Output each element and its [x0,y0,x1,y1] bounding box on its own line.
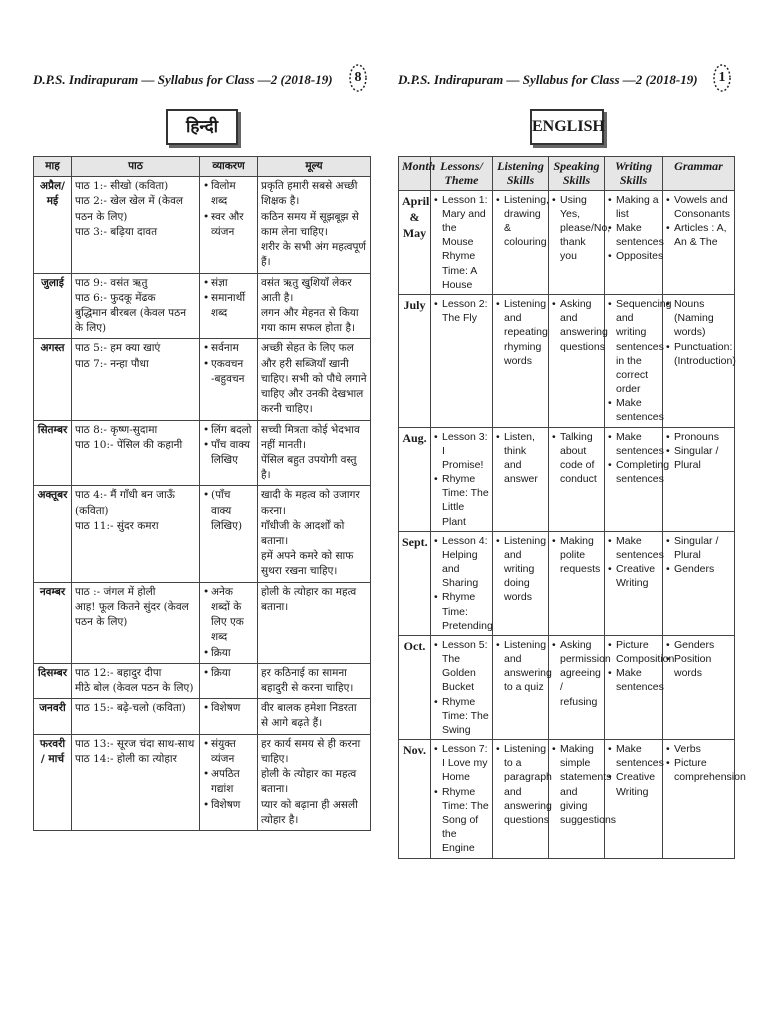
col-header-lesson: पाठ [72,157,200,177]
english-grammar-cell-list [666,430,731,473]
english-speaking-cell-list [552,193,611,264]
english-writing-cell-item: • Make sentences [608,221,659,249]
english-grammar-cell-item: • Genders [666,638,731,652]
english-grammar-cell-item: • Pronouns [666,430,731,444]
hindi-grammar-cell-list [203,737,254,813]
english-writing-cell-item: • Make sentences [608,396,659,424]
hindi-grammar-cell [200,663,258,698]
english-grammar-cell [663,740,746,858]
hindi-grammar-cell-item: • समानार्थी शब्द [203,291,254,321]
col-header-grammar: Grammar [663,157,735,191]
hindi-values-cell [258,339,371,420]
hindi-values-cell [258,177,371,273]
english-month-cell: Aug. [399,427,431,531]
hindi-lesson-cell [72,177,200,273]
hindi-lesson-cell-item: पाठ 2:- खेल खेल में (केवल पठन के लिए) [75,195,184,223]
hindi-grammar-cell-list [203,276,254,322]
hindi-header-row [34,157,371,177]
col-header-speaking: Speaking Skills [549,157,605,191]
english-lessons-cell [431,427,493,531]
hindi-grammar-cell-list [203,179,254,240]
english-month-cell: July [399,294,431,427]
hindi-grammar-cell-list [203,585,254,661]
hindi-lesson-cell-list [75,179,196,240]
hindi-lesson-cell-list [75,423,196,453]
left-page-header: D.P.S. Indirapuram — Syllabus for Class —2 (2018-19) [33,72,333,87]
english-writing-cell-item: • Make sentences [608,666,659,694]
english-speaking-cell-item: • Talking about code of conduct [552,430,601,487]
english-lessons-cell-list [434,742,489,855]
col-header-month: माह [34,157,72,177]
hindi-grammar-cell-item: • अपठित गद्यांश [203,767,254,797]
english-lessons-cell-list [434,430,489,529]
english-grammar-cell-item: • Singular / Plural [666,444,731,472]
hindi-month-cell: जुलाई [34,273,72,339]
hindi-values-cell-item: हमें अपने कमरे को साफ सुथरा रखना चाहिए। [261,550,354,578]
english-grammar-cell-item: • Genders [666,562,731,576]
hindi-lesson-cell-item: पाठ 15:- बढ़े-चलो (कविता) [75,702,186,715]
english-speaking-cell-list [552,534,601,577]
english-lessons-cell-item: • Lesson 1: Mary and the Mouse Rhyme Time: A House [434,193,489,292]
hindi-lesson-cell-item: पाठ 11:- सुंदर कमरा [75,519,159,532]
hindi-lesson-cell [72,582,200,663]
english-listening-cell-item: • Listening and repeating rhyming words [496,297,545,368]
hindi-grammar-cell-item: • विशेषण [203,701,254,716]
hindi-grammar-cell-item: • लिंग बदलो [203,423,254,438]
hindi-grammar-cell [200,177,258,273]
hindi-values-cell-item: प्यार को बढ़ाना ही असली त्योहार है। [261,798,358,826]
english-row [399,427,735,531]
hindi-lesson-cell-item: बुद्धिमान बीरबल (केवल पठन के लिए) [75,306,187,335]
hindi-values-cell-list [261,179,367,270]
hindi-values-cell [258,734,371,830]
hindi-grammar-cell-list [203,701,254,716]
english-listening-cell [493,531,549,635]
english-grammar-cell [663,190,735,294]
english-writing-cell-item: • Completing sentences [608,458,659,486]
english-grammar-cell-item: • Vowels and Consonants [666,193,731,221]
english-grammar-cell [663,635,735,739]
hindi-lesson-cell [72,734,200,830]
hindi-lesson-cell-list [75,737,196,767]
english-grammar-cell [663,427,735,531]
hindi-syllabus-table [33,156,371,831]
english-grammar-cell-item: • Verbs [666,742,731,756]
english-speaking-cell-list [552,638,611,709]
hindi-title: हिन्दी [166,109,238,145]
english-writing-cell-item: • Make sentences [608,742,659,770]
english-grammar-cell-item: • Nouns (Naming words) [666,297,731,340]
hindi-grammar-cell [200,582,258,663]
hindi-grammar-cell-item: • विशेषण [203,798,254,813]
hindi-lesson-cell [72,699,200,734]
hindi-row [34,486,371,582]
english-grammar-cell [663,294,735,427]
hindi-lesson-cell-item: आह! फूल कितने सुंदर (केवल पठन के लिए) [75,600,189,629]
english-speaking-cell [549,190,611,294]
english-lessons-cell-list [434,297,489,325]
english-writing-cell-item: • Make sentences [608,430,659,458]
english-speaking-cell [549,531,605,635]
hindi-values-cell-item: अच्छी सेहत के लिए फल और हरी सब्जियाँ खानी चाहिए। सभी को पौधे लगाने चाहिए और उनकी देखभाल करनी चाहिए। [261,342,367,416]
hindi-grammar-cell-list [203,341,254,387]
english-listening-cell-list [496,297,548,368]
english-syllabus-table [398,156,746,859]
hindi-month-cell: अक्तूबर [34,486,72,582]
hindi-row [34,420,371,486]
hindi-grammar-cell-list [203,423,254,469]
left-page-number-text: 8 [354,70,362,85]
english-writing-cell-list [608,193,664,264]
english-writing-cell [605,531,663,635]
hindi-values-cell-item: सच्ची मित्रता कोई भेदभाव नहीं मानती। [261,423,360,451]
hindi-values-cell-item: खादी के महत्व को उजागर करना। [261,489,360,517]
hindi-lesson-cell [72,420,200,486]
col-header-writing: Writing Skills [605,157,663,191]
hindi-lesson-cell-item: पाठ 4:- मैं गाँधी बन जाऊँ (कविता) [75,489,175,517]
english-listening-cell-list [496,430,545,487]
hindi-lesson-cell-list [75,488,196,534]
hindi-lesson-cell-list [75,666,196,696]
hindi-lesson-cell-item: पाठ :- जंगल में होली [75,585,156,598]
hindi-values-cell-item: कठिन समय में सूझबूझ से काम लेना चाहिए। [261,210,359,238]
english-month-cell: Oct. [399,635,431,739]
hindi-values-cell-item: हर कठिनाई का सामना बहादुरी से करना चाहिए। [261,666,354,694]
english-listening-cell-item: • Listening to a paragraph and answering questions [496,742,545,827]
english-grammar-cell-list [666,193,731,250]
hindi-row [34,273,371,339]
hindi-values-cell-item: वीर बालक हमेशा निडरता से आगे बढ़ते हैं। [261,702,357,730]
english-row [399,531,735,635]
english-lessons-cell-item: • Lesson 3: I Promise! [434,430,489,473]
col-header-listening: Listening Skills [493,157,549,191]
english-writing-cell [605,427,670,531]
hindi-grammar-cell-item: • क्रिया [203,666,254,681]
hindi-lesson-cell-item: मीठे बोल (केवल पठन के लिए) [75,682,194,694]
english-speaking-cell [549,635,611,739]
english-listening-cell-item: • Listening and writing doing words [496,534,545,605]
hindi-values-cell-item: होली के त्योहार का महत्व बताना। [261,768,357,796]
hindi-values-cell-list [261,737,367,828]
english-writing-cell [605,740,663,858]
hindi-row [34,734,371,830]
english-writing-cell-list [608,638,675,695]
english-row [399,740,735,858]
english-row [399,294,735,427]
hindi-lesson-cell-list [75,701,196,716]
english-row [399,190,735,294]
english-grammar-cell-item: • Singular / Plural [666,534,731,562]
english-listening-cell-list [496,193,549,250]
hindi-grammar-cell [200,486,258,582]
english-listening-cell [493,635,552,739]
hindi-lesson-cell [72,486,200,582]
english-writing-cell-list [608,534,664,591]
hindi-grammar-cell-item: • विलोम शब्द [203,179,254,209]
english-speaking-cell-list [552,742,617,827]
english-lessons-cell [431,531,493,635]
hindi-values-cell-item: पेंसिल बहुत उपयोगी वस्तु है। [261,453,357,482]
english-speaking-cell-item: • Making polite requests [552,534,601,577]
english-lessons-cell-list [434,534,493,633]
english-grammar-cell-list [666,742,746,785]
hindi-values-cell [258,663,371,698]
hindi-values-cell-item: प्रकृति हमारी सबसे अच्छी शिक्षक है। [261,180,358,208]
english-month-cell: Sept. [399,531,431,635]
english-listening-cell-list [496,638,552,695]
english-listening-cell [493,190,549,294]
english-lessons-cell [431,740,493,858]
hindi-month-cell: अप्रैल/ मई [34,177,72,273]
hindi-month-cell: दिसम्बर [34,663,72,698]
english-listening-cell-item: • Listening and answering to a quiz [496,638,545,695]
hindi-grammar-cell-list [203,666,254,681]
english-lessons-cell-item: • Rhyme Time: The Swing [434,695,489,738]
english-month-cell: April & May [399,190,431,294]
hindi-lesson-cell-item: पाठ 8:- कृष्ण-सुदामा [75,423,158,436]
english-speaking-cell-list [552,430,601,487]
hindi-values-cell-list [261,666,367,696]
hindi-values-cell [258,420,371,486]
english-writing-cell-item: • Sequencing and writing sentences in the correct order [608,297,659,396]
english-writing-cell [605,190,663,294]
english-listening-cell [493,294,549,427]
hindi-values-cell-item: हर कार्य समय से ही करना चाहिए। [261,737,361,765]
hindi-lesson-cell [72,339,200,420]
hindi-lesson-cell-item: पाठ 13:- सूरज चंदा साथ-साथ [75,737,195,750]
english-lessons-cell-list [434,638,489,737]
english-listening-cell-list [496,534,545,605]
hindi-values-cell-list [261,585,367,615]
english-writing-cell-item: • Picture Composition [608,638,659,666]
english-speaking-cell-item: • Making simple statements and giving suggestions [552,742,601,827]
hindi-lesson-cell-item: पाठ 1:- सीखो (कविता) [75,180,169,193]
english-lessons-cell-item: • Rhyme Time: The Little Plant [434,472,489,529]
hindi-grammar-cell [200,699,258,734]
english-grammar-cell-item: • Punctuation: (Introduction) [666,340,731,368]
english-title: ENGLISH [530,109,604,145]
english-grammar-cell-item: • Articles : A, An & The [666,221,731,249]
hindi-values-cell-list [261,488,367,579]
col-header-values: मूल्य [258,157,371,177]
english-header-row [399,157,735,191]
english-writing-cell-item: • Making a list [608,193,659,221]
english-writing-cell-item: • Opposites [608,249,659,263]
english-lessons-cell-item: • Lesson 4: Helping and Sharing [434,534,489,591]
hindi-values-cell-list [261,276,367,337]
hindi-month-cell: नवम्बर [34,582,72,663]
english-lessons-cell-item: • Rhyme Time: Pretending [434,590,489,633]
hindi-lesson-cell-item: पाठ 6:- फुदकू मेंढक [75,291,156,304]
hindi-grammar-cell-item: • अनेक शब्दों के लिए एक शब्द [203,585,254,646]
hindi-month-cell: जनवरी [34,699,72,734]
hindi-lesson-cell-list [75,276,196,337]
hindi-row [34,699,371,734]
hindi-grammar-cell [200,734,258,830]
hindi-row [34,663,371,698]
english-speaking-cell [549,294,608,427]
english-lessons-cell-item: • Lesson 5: The Golden Bucket [434,638,489,695]
english-listening-cell [493,740,552,858]
english-lessons-cell-item: • Rhyme Time: The Song of the Engine [434,785,489,856]
english-grammar-cell-item: • Position words [666,652,731,680]
english-speaking-cell [549,427,605,531]
english-speaking-cell-list [552,297,608,354]
hindi-lesson-cell-item: पाठ 14:- होली का त्योहार [75,752,177,765]
hindi-values-cell-list [261,423,367,484]
english-lessons-cell-item: • Lesson 2: The Fly [434,297,489,325]
english-lessons-cell-list [434,193,489,292]
hindi-grammar-cell-item: • (पाँच वाक्य लिखिए) [203,488,254,534]
english-listening-cell-item: • Listening, drawing & colouring [496,193,545,250]
col-header-month: Month [399,157,431,191]
hindi-row [34,177,371,273]
hindi-lesson-cell-item: पाठ 7:- नन्हा पौधा [75,357,149,370]
english-lessons-cell-item: • Lesson 7: I Love my Home [434,742,489,785]
english-lessons-cell [431,635,493,739]
hindi-grammar-cell-item: • क्रिया [203,646,254,661]
hindi-grammar-cell [200,420,258,486]
hindi-values-cell-list [261,701,367,731]
hindi-row [34,582,371,663]
english-speaking-cell-item: • Asking and answering questions [552,297,601,354]
hindi-lesson-cell-list [75,341,196,371]
col-header-grammar: व्याकरण [200,157,258,177]
english-writing-cell-item: • Make sentences [608,534,659,562]
hindi-values-cell-item: होली के त्योहार का महत्व बताना। [261,585,357,613]
english-writing-cell-list [608,742,664,799]
english-row [399,635,735,739]
hindi-grammar-cell [200,339,258,420]
english-listening-cell [493,427,549,531]
hindi-lesson-cell-item: पाठ 3:- बढ़िया दावत [75,225,158,238]
hindi-grammar-cell-item: • पाँच वाक्य लिखिए [203,438,254,468]
hindi-values-cell [258,273,371,339]
hindi-grammar-cell-item: • संयुक्त व्यंजन [203,737,254,767]
english-grammar-cell-list [666,638,731,681]
english-writing-cell [605,294,672,427]
hindi-values-cell [258,486,371,582]
hindi-grammar-cell-item: • स्वर और व्यंजन [203,210,254,240]
hindi-row [34,339,371,420]
english-grammar-cell-list [666,534,731,577]
english-grammar-cell-item: • Picture comprehension [666,756,731,784]
right-page-header: D.P.S. Indirapuram — Syllabus for Class —2 (2018-19) [398,72,698,87]
col-header-lessons: Lessons/ Theme [431,157,493,191]
hindi-values-cell-item: गाँधीजी के आदर्शों को बताना। [261,519,345,548]
hindi-lesson-cell [72,273,200,339]
english-speaking-cell-item: • Using Yes, please/No, thank you [552,193,601,264]
hindi-grammar-cell-list [203,488,254,534]
english-writing-cell-item: • Creative Writing [608,562,659,590]
right-page-number [712,63,732,93]
english-speaking-cell-item: • Asking permission agreeing / refusing [552,638,601,709]
hindi-month-cell: सितम्बर [34,420,72,486]
english-grammar-cell [663,531,735,635]
english-listening-cell-list [496,742,552,827]
hindi-values-cell-item: शरीर के सभी अंग महत्वपूर्ण हैं। [261,241,367,269]
hindi-values-cell-item: वसंत ऋतु खुशियाँ लेकर आती है। [261,276,352,304]
hindi-grammar-cell-item: • सर्वनाम [203,341,254,356]
hindi-values-cell [258,582,371,663]
hindi-values-cell-list [261,341,367,417]
english-listening-cell-item: • Listen, think and answer [496,430,545,487]
english-writing-cell [605,635,675,739]
hindi-lesson-cell [72,663,200,698]
right-page-number-text: 1 [718,70,726,85]
hindi-month-cell: अगस्त [34,339,72,420]
hindi-month-cell: फरवरी / मार्च [34,734,72,830]
english-grammar-cell-list [666,297,736,368]
english-lessons-cell [431,294,493,427]
hindi-lesson-cell-item: पाठ 5:- हम क्या खाएं [75,342,161,355]
english-writing-cell-list [608,430,670,487]
hindi-grammar-cell-item: • एकवचन -बहुवचन [203,357,254,387]
hindi-lesson-cell-list [75,585,196,631]
hindi-grammar-cell [200,273,258,339]
hindi-grammar-cell-item: • संज्ञा [203,276,254,291]
english-speaking-cell [549,740,617,858]
hindi-values-cell-item: लगन और मेहनत से किया गया काम सफल होता है। [261,306,359,335]
english-writing-cell-item: • Creative Writing [608,770,659,798]
english-month-cell: Nov. [399,740,431,858]
left-page-number [348,63,368,93]
english-lessons-cell [431,190,493,294]
hindi-lesson-cell-item: पाठ 9:- वसंत ऋतु [75,276,148,289]
hindi-lesson-cell-item: पाठ 12:- बहादुर दीपा [75,666,162,679]
hindi-values-cell [258,699,371,734]
english-writing-cell-list [608,297,672,425]
hindi-lesson-cell-item: पाठ 10:- पेंसिल की कहानी [75,438,183,451]
